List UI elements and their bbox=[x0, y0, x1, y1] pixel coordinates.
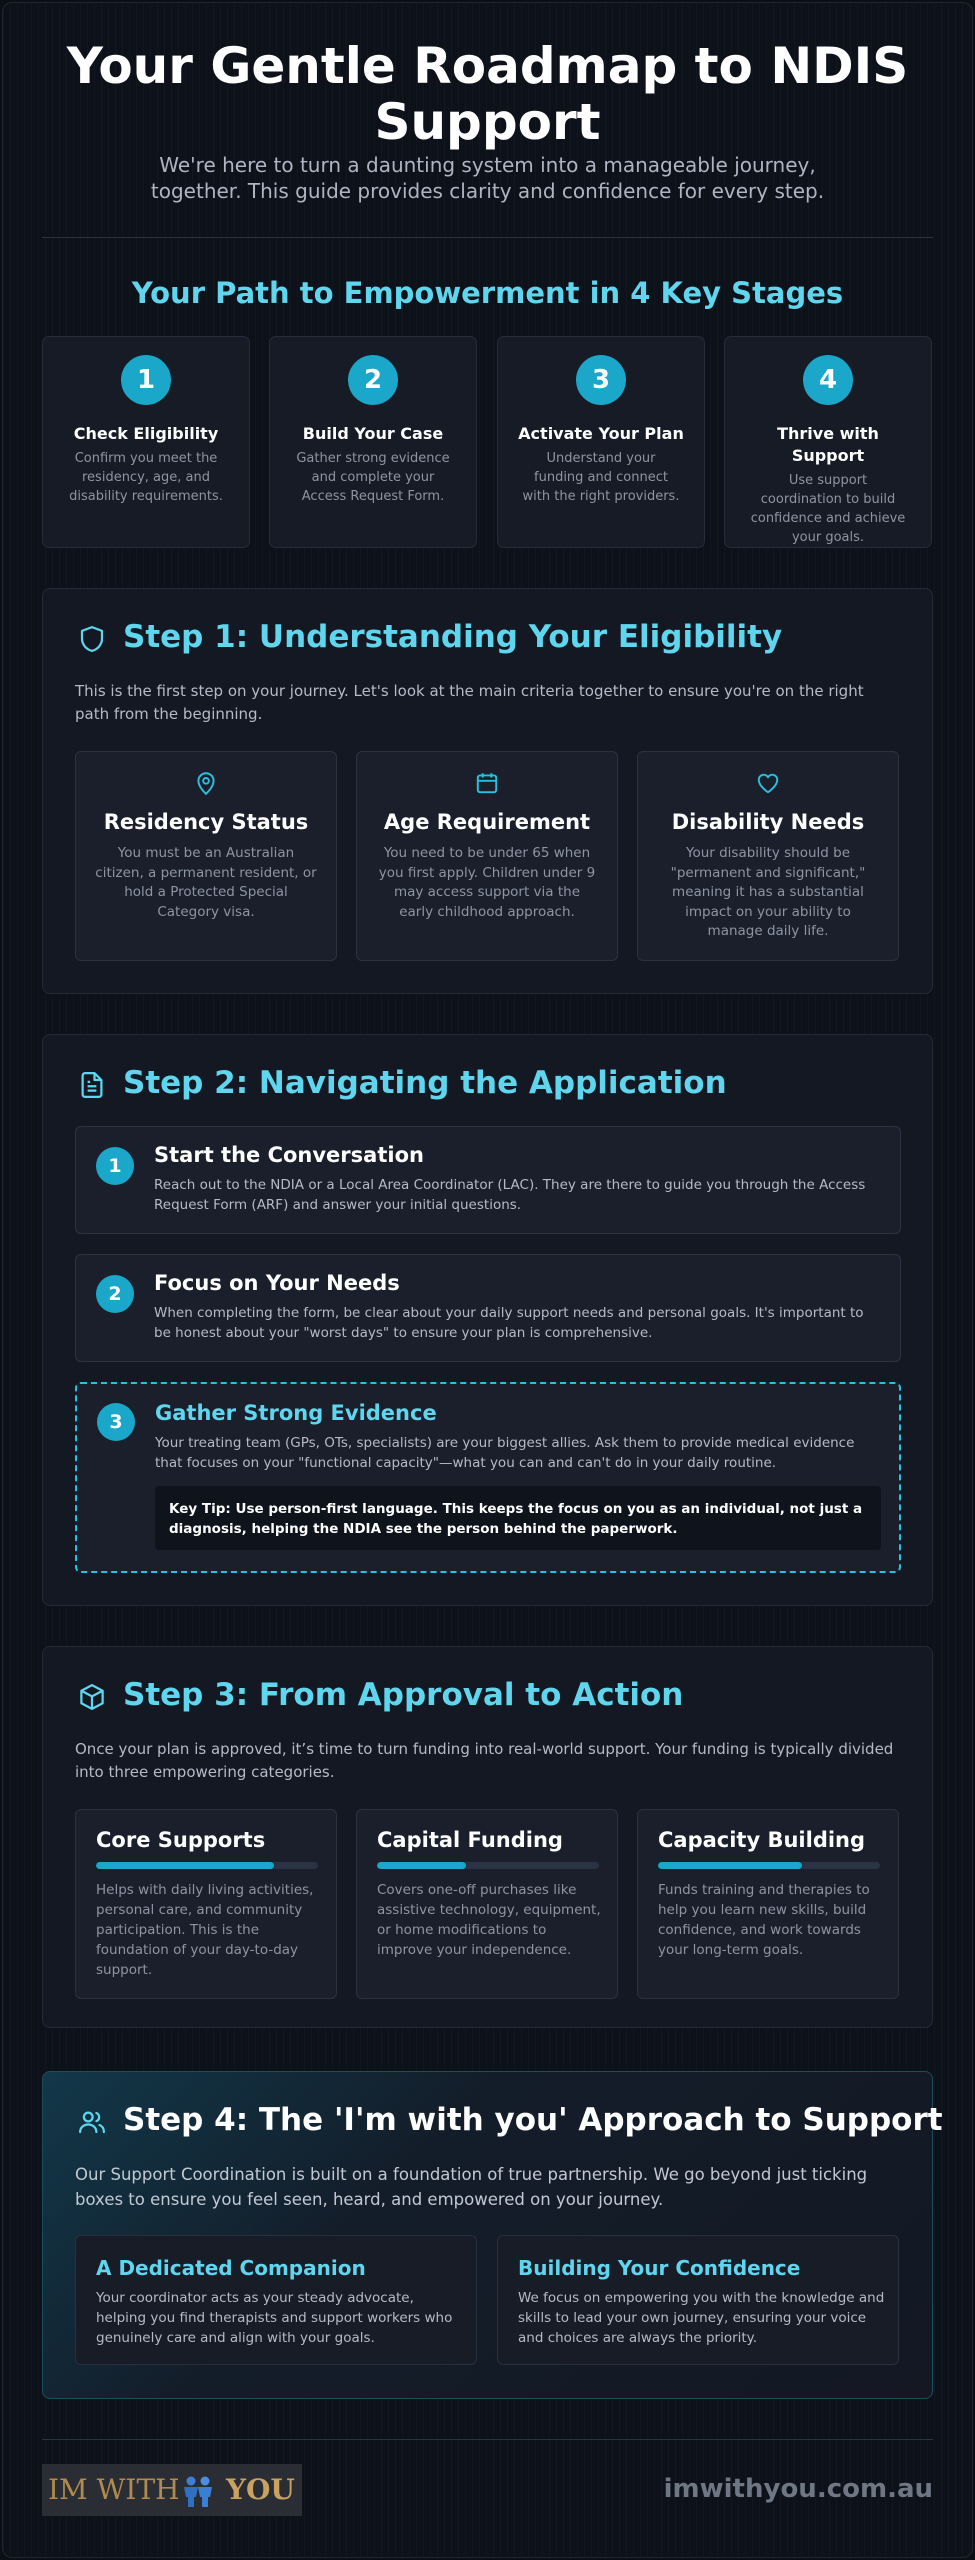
funding-card-capital bbox=[356, 1809, 618, 1999]
step3-intro: Once your plan is approved, it’s time to turn funding into real-world support. Your funding is typically divided into three empowering categories. bbox=[75, 1740, 894, 1781]
stage-number: 2 bbox=[348, 355, 398, 405]
funding-bar bbox=[96, 1862, 318, 1869]
heart-icon bbox=[755, 770, 781, 796]
funding-bar-fill bbox=[658, 1862, 802, 1869]
step2-title: Step 2: Navigating the Application bbox=[123, 1065, 727, 1101]
stage-title: Thrive with Support bbox=[777, 424, 879, 465]
approach-card-confidence bbox=[497, 2235, 899, 2365]
funding-desc: Funds training and therapies to help you learn new skills, build confidence, and work towards your long-term goals. bbox=[658, 1882, 870, 1958]
stage-card-2 bbox=[269, 336, 477, 548]
stage-desc: Gather strong evidence and complete your Access Request Form. bbox=[296, 451, 450, 504]
approach-card-companion bbox=[75, 2235, 477, 2365]
eligibility-title: Disability Needs bbox=[671, 810, 865, 834]
calendar-icon bbox=[474, 770, 500, 796]
stage-number: 4 bbox=[803, 355, 853, 405]
step4-panel bbox=[42, 2071, 943, 2399]
approach-desc: Your coordinator acts as your steady advocate, helping you find therapists and support workers who genuinely care and align with your goals. bbox=[96, 2290, 453, 2346]
eligibility-desc: You must be an Australian citizen, a permanent resident, or hold a Protected Special Category visa. bbox=[95, 845, 317, 920]
stage-card-4 bbox=[724, 336, 932, 548]
approach-title: Building Your Confidence bbox=[518, 2256, 801, 2280]
funding-title: Core Supports bbox=[96, 1828, 266, 1852]
step-number: 3 bbox=[97, 1403, 135, 1441]
step2-panel bbox=[42, 1034, 933, 1606]
step3-panel bbox=[42, 1646, 933, 2028]
funding-bar bbox=[377, 1862, 599, 1869]
stage-number: 3 bbox=[576, 355, 626, 405]
website-link[interactable]: imwithyou.com.au bbox=[663, 2474, 933, 2504]
eligibility-card-residency bbox=[75, 751, 337, 961]
logo-text-left: IM WITH bbox=[48, 2473, 180, 2506]
funding-card-capacity bbox=[637, 1809, 899, 1999]
eligibility-card-age bbox=[356, 751, 618, 961]
box-icon bbox=[77, 1681, 107, 1713]
approach-desc: We focus on empowering you with the knowledge and skills to lead your own journey, ensuring your voice and choices are always the priority. bbox=[518, 2290, 885, 2346]
footer-divider bbox=[42, 2439, 933, 2440]
step-desc: When completing the form, be clear about your daily support needs and personal goals. It's important to be honest about your "worst days" to ensure your plan is comprehensive. bbox=[154, 1305, 864, 1341]
stage-desc: Understand your funding and connect with the right providers. bbox=[522, 451, 680, 504]
step1-intro: This is the first step on your journey. Let's look at the main criteria together to ensure you're on the right path from the beginning. bbox=[75, 682, 864, 723]
funding-card-core bbox=[75, 1809, 337, 1999]
page-title: Your Gentle Roadmap to NDIS Support bbox=[66, 37, 909, 151]
key-tip: Key Tip: Use person-first language. This keeps the focus on you as an individual, not just a diagnosis, helping the NDIA see the person behind the paperwork. bbox=[155, 1486, 881, 1550]
stage-title: Check Eligibility bbox=[73, 424, 219, 443]
funding-desc: Helps with daily living activities, personal care, and community participation. This is the foundation of your day-to-day support. bbox=[96, 1882, 314, 1978]
step-title: Focus on Your Needs bbox=[154, 1271, 400, 1295]
stage-title: Build Your Case bbox=[302, 424, 444, 443]
funding-bar-fill bbox=[96, 1862, 274, 1869]
step-desc: Reach out to the NDIA or a Local Area Coordinator (LAC). They are there to guide you through the Access Request Form (ARF) and answer your initial questions. bbox=[154, 1177, 866, 1213]
eligibility-desc: Your disability should be "permanent and significant," meaning it has a substantial impact on your ability to manage daily life. bbox=[670, 845, 866, 939]
approach-title: A Dedicated Companion bbox=[96, 2256, 366, 2280]
eligibility-card-disability bbox=[637, 751, 899, 961]
users-icon bbox=[77, 2106, 107, 2138]
step-number: 1 bbox=[96, 1147, 134, 1185]
location-pin-icon bbox=[193, 770, 219, 796]
step-title: Start the Conversation bbox=[154, 1143, 424, 1167]
eligibility-title: Residency Status bbox=[103, 810, 309, 834]
step4-title: Step 4: The 'I'm with you' Approach to Support bbox=[123, 2102, 943, 2138]
stage-card-1 bbox=[42, 336, 250, 548]
step1-title: Step 1: Understanding Your Eligibility bbox=[123, 619, 783, 655]
funding-bar-fill bbox=[377, 1862, 466, 1869]
stage-desc: Use support coordination to build confidence and achieve your goals. bbox=[750, 473, 906, 545]
step1-panel bbox=[42, 588, 933, 994]
logo-text-right: YOU bbox=[226, 2473, 295, 2506]
funding-title: Capital Funding bbox=[377, 1828, 563, 1852]
page-subtitle: We're here to turn a daunting system into a manageable journey, together. This guide provides clarity and confidence for every step. bbox=[150, 153, 825, 203]
application-step-1 bbox=[75, 1126, 901, 1234]
eligibility-title: Age Requirement bbox=[383, 810, 591, 834]
divider bbox=[42, 237, 933, 238]
application-step-2 bbox=[75, 1254, 901, 1362]
people-icon bbox=[180, 2475, 216, 2507]
step3-title: Step 3: From Approval to Action bbox=[123, 1677, 684, 1713]
stage-desc: Confirm you meet the residency, age, and disability requirements. bbox=[69, 451, 223, 504]
step-title: Gather Strong Evidence bbox=[155, 1401, 437, 1425]
step-number: 2 bbox=[96, 1275, 134, 1313]
company-logo[interactable] bbox=[42, 2464, 302, 2516]
step-desc: Your treating team (GPs, OTs, specialists) are your biggest allies. Ask them to provide medical evidence that focuses on your "functional capacity"—what you can and can't do in your daily routine. bbox=[155, 1435, 855, 1471]
funding-bar bbox=[658, 1862, 880, 1869]
stage-title: Activate Your Plan bbox=[518, 424, 684, 443]
funding-desc: Covers one-off purchases like assistive technology, equipment, or home modifications to improve your independence. bbox=[377, 1882, 601, 1958]
funding-title: Capacity Building bbox=[658, 1828, 866, 1852]
stage-card-3 bbox=[497, 336, 705, 548]
stage-number: 1 bbox=[121, 355, 171, 405]
document-icon bbox=[77, 1069, 107, 1101]
application-step-3-highlighted bbox=[75, 1382, 901, 1573]
eligibility-desc: You need to be under 65 when you first apply. Children under 9 may access support via the early childhood approach. bbox=[378, 845, 596, 920]
step4-intro: Our Support Coordination is built on a foundation of true partnership. We go beyond just ticking boxes to ensure you feel seen, heard, and empowered on your journey. bbox=[75, 2165, 868, 2209]
stages-heading: Your Path to Empowerment in 4 Key Stages bbox=[131, 276, 844, 310]
shield-icon bbox=[77, 623, 107, 655]
